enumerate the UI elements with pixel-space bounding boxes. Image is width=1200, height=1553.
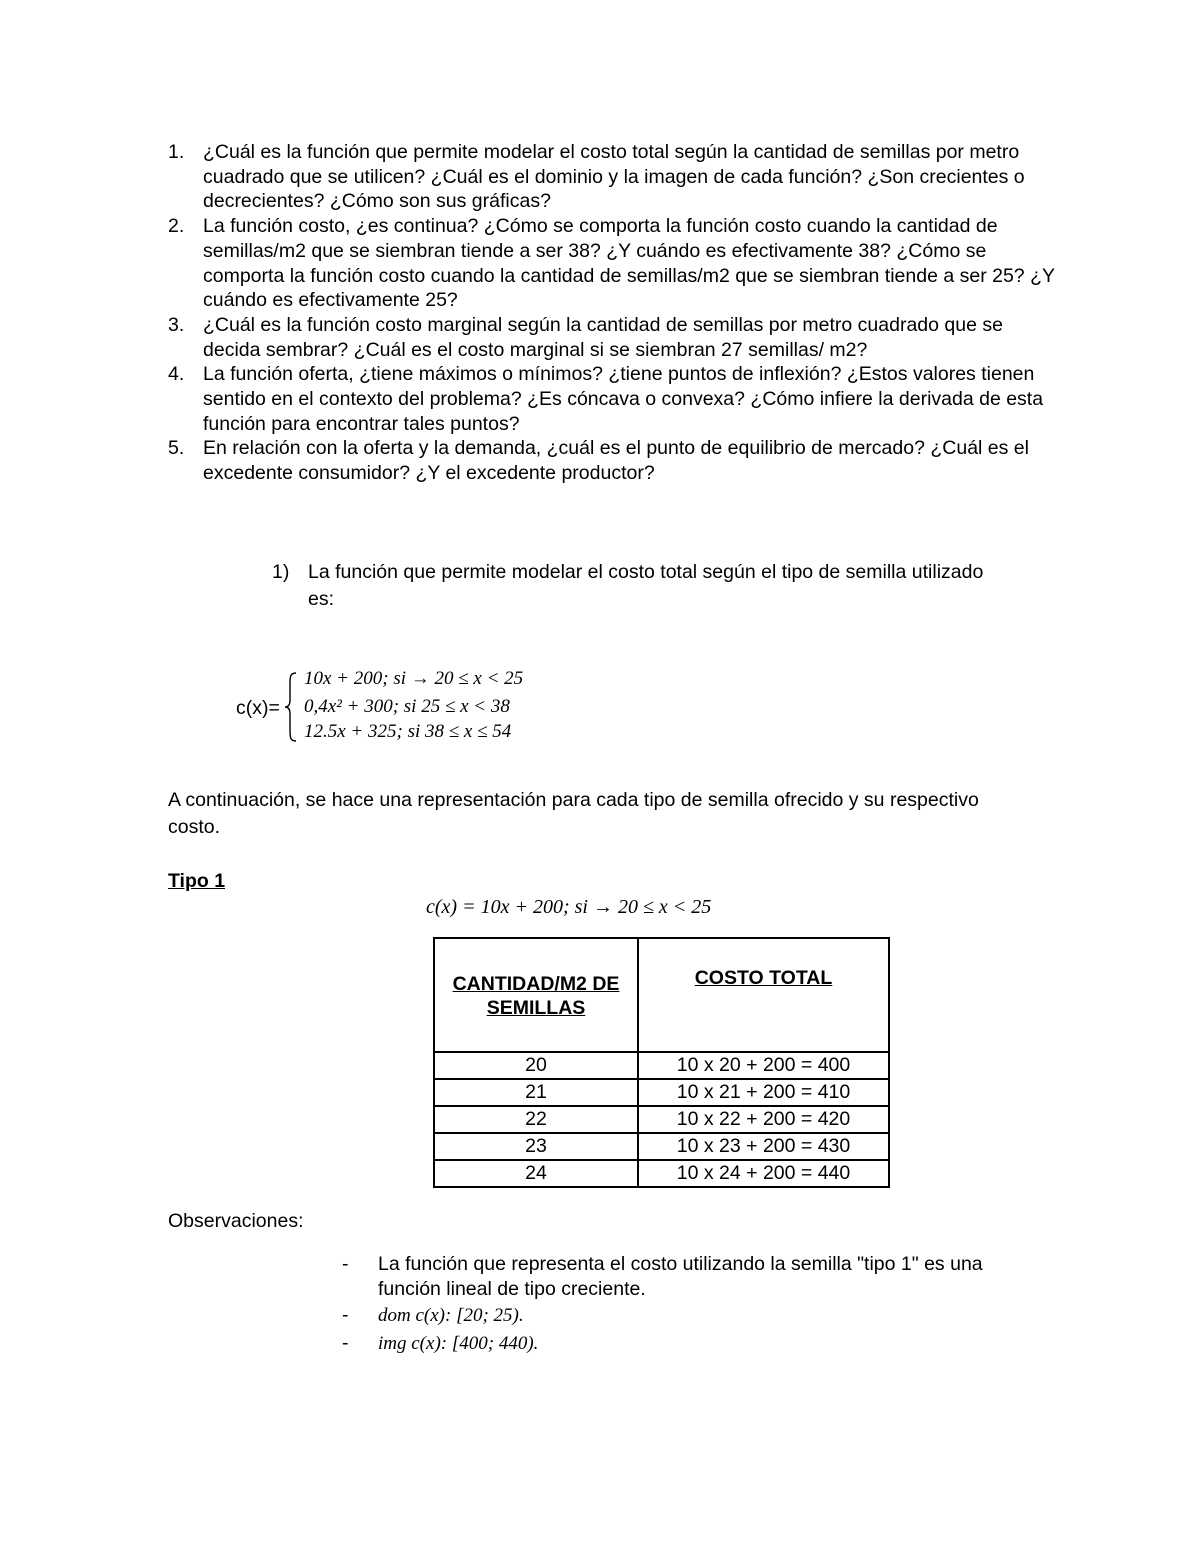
table-cell-cost: 10 x 20 + 200 = 400 — [638, 1052, 889, 1079]
table-row — [434, 1106, 889, 1133]
observation-image: img c(x): [400; 440). — [378, 1332, 539, 1354]
piecewise-piece-2: 0,4x² + 300; si 25 ≤ x < 38 — [304, 696, 510, 717]
question-text: ¿Cuál es la función costo marginal según la cantidad de semillas por metro cuadrado que se decida sembrar? ¿Cuál es el costo marginal si se siembran 27 semillas/ m2? — [203, 313, 1003, 361]
question-text: La función oferta, ¿tiene máximos o mínimos? ¿tiene puntos de inflexión? ¿Estos valores tienen sentido en el contexto del problema? ¿Es cóncava o convexa? ¿Cómo infiere la derivada de esta función para encontrar tales puntos? — [203, 363, 1044, 435]
intro-paragraph: A continuación, se hace una representación para cada tipo de semilla ofrecido y su respectivo costo. — [168, 789, 979, 838]
table-cell-cost: 10 x 23 + 200 = 430 — [638, 1133, 889, 1160]
table-cell-quantity: 20 — [434, 1052, 638, 1079]
question-number: 2. — [168, 215, 185, 238]
table-cell-cost: 10 x 24 + 200 = 440 — [638, 1160, 889, 1187]
observation-dash: - — [342, 1253, 349, 1275]
table-cell-cost: 10 x 21 + 200 = 410 — [638, 1079, 889, 1106]
question-item — [168, 313, 1068, 362]
question-number: 4. — [168, 363, 185, 386]
observations-title: Observaciones: — [168, 1210, 304, 1232]
observations-list — [340, 1252, 1040, 1356]
question-item — [168, 214, 1068, 313]
observation-dash: - — [342, 1304, 349, 1326]
question-item — [168, 140, 1068, 214]
tipo1-heading: Tipo 1 — [168, 870, 226, 892]
observation-item — [340, 1331, 1040, 1357]
observation-domain: dom c(x): [20; 25). — [378, 1305, 524, 1326]
observation-item — [340, 1303, 1040, 1329]
table-cell-quantity: 21 — [434, 1079, 638, 1106]
answer-1 — [272, 559, 992, 613]
table-header-quantity: CANTIDAD/M2 DE SEMILLAS — [434, 938, 638, 1052]
question-text: La función costo, ¿es continua? ¿Cómo se comporta la función costo cuando la cantidad de semillas/m2 que se siembran tiende a ser 38? ¿Y cuándo es efectivamente 38? ¿Cómo se comporta la función costo cuando la cantidad de semillas/m2 que se siembran tiende a ser 25? ¿Y cuándo es efectivamente 25? — [203, 215, 1055, 312]
question-item — [168, 362, 1068, 436]
question-item — [168, 436, 1068, 485]
cost-table — [433, 937, 890, 1188]
questions-list — [168, 140, 1068, 486]
table-cell-quantity: 22 — [434, 1106, 638, 1133]
table-cell-cost: 10 x 22 + 200 = 420 — [638, 1106, 889, 1133]
piecewise-piece-1: 10x + 200; si → 20 ≤ x < 25 — [304, 668, 524, 689]
observation-item — [340, 1252, 1040, 1301]
question-number: 1. — [168, 141, 185, 163]
tipo1-formula: c(x) = 10x + 200; si → 20 ≤ x < 25 — [426, 896, 712, 918]
table-row — [434, 1160, 889, 1187]
question-number: 5. — [168, 437, 185, 460]
question-text: ¿Cuál es la función que permite modelar el costo total según la cantidad de semillas por metro cuadrado que se utilicen? ¿Cuál es el dominio y la imagen de cada función? ¿Son crecientes o decrecientes? ¿Cómo son sus gráficas? — [203, 141, 1025, 213]
piecewise-piece-3: 12.5x + 325; si 38 ≤ x ≤ 54 — [304, 721, 512, 742]
table-row — [434, 1052, 889, 1079]
table-row — [434, 1079, 889, 1106]
table-header-cost: COSTO TOTAL — [638, 938, 889, 1052]
left-brace-icon — [284, 672, 298, 742]
answer-number: 1) — [272, 561, 290, 583]
question-text: En relación con la oferta y la demanda, ¿cuál es el punto de equilibrio de mercado? ¿Cuál es el excedente consumidor? ¿Y el excedente productor? — [203, 437, 1029, 485]
table-row — [434, 1133, 889, 1160]
observation-dash: - — [342, 1331, 349, 1354]
question-number: 3. — [168, 313, 185, 336]
table-cell-quantity: 23 — [434, 1133, 638, 1160]
table-header-row — [434, 938, 889, 1052]
piecewise-label: c(x)= — [236, 697, 280, 719]
observation-text: La función que representa el costo utilizando la semilla "tipo 1" es una función lineal de tipo creciente. — [378, 1253, 983, 1300]
table-cell-quantity: 24 — [434, 1160, 638, 1187]
answer-text: La función que permite modelar el costo total según el tipo de semilla utilizado es: — [308, 561, 984, 610]
